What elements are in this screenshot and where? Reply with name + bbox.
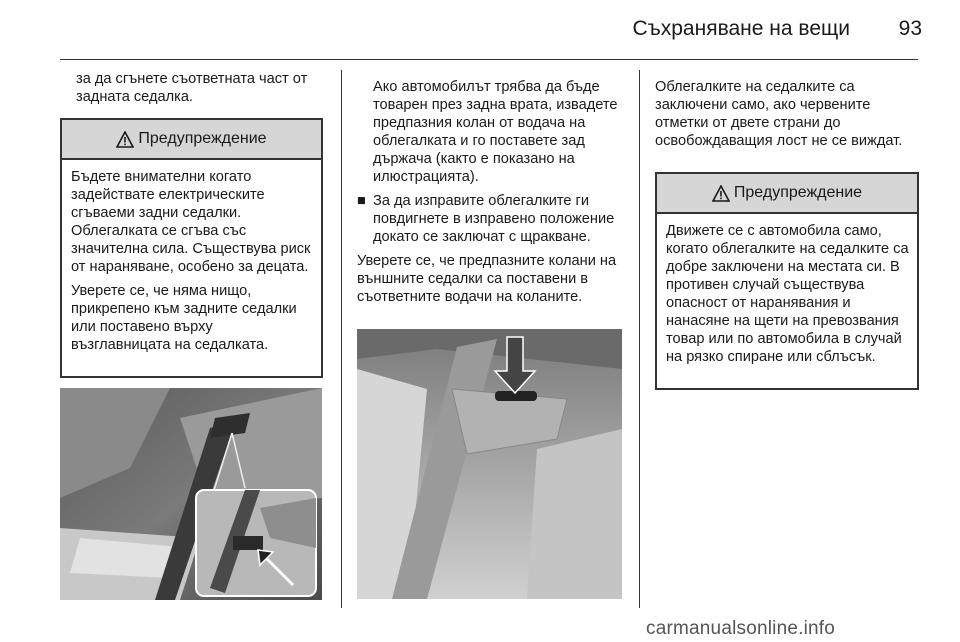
page-number: 93 <box>898 17 922 40</box>
column-divider <box>639 70 640 608</box>
column-1 <box>76 70 326 112</box>
watermark: carmanualsonline.info <box>646 618 836 639</box>
column-2 <box>357 78 625 312</box>
warning-header <box>657 174 917 214</box>
column-3 <box>655 78 920 156</box>
warning-title: Предупреждение <box>733 184 863 201</box>
bullet-marker: ■ <box>357 193 366 209</box>
intro-text: за да сгънете съответната част от задната седалка. <box>76 71 308 105</box>
warning-body <box>62 160 321 362</box>
bullet-item <box>357 192 625 246</box>
warning-box <box>655 172 919 390</box>
header-rule <box>60 59 918 60</box>
bullet-text: За да изправите облегалките ги повдигнете в изправено положение докато се заключат с щракване. <box>373 193 615 245</box>
warning-text: Движете се с автомобила само, когато облегалките на седалките са добре заключени на местата си. В противен случай съществува опасност от наранявания и нанасяне на щети на превозвания товар или по автомобила в случай на рязко спиране или сблъсък. <box>666 223 909 365</box>
column-divider <box>341 70 342 608</box>
warning-icon <box>116 131 134 148</box>
paragraph: Облегалките на седалките са заключени само, ако червените отметки от двете страни до освобождаващия лост не се виждат. <box>655 79 903 149</box>
page-title: Съхраняване на вещи <box>632 17 850 40</box>
warning-body <box>657 214 917 374</box>
warning-box <box>60 118 323 378</box>
warning-text: Уверете се, че няма нищо, прикрепено към задните седалки или поставено върху възглавницата на седалката. <box>71 283 297 353</box>
warning-icon <box>712 185 730 202</box>
seat-fold-illustration <box>60 388 322 600</box>
warning-header <box>62 120 321 160</box>
belt-guide-illustration <box>357 329 622 599</box>
warning-title: Предупреждение <box>138 130 267 147</box>
paragraph: Уверете се, че предпазните колани на външните седалки са поставени в съответните водачи на коланите. <box>357 253 617 305</box>
paragraph: Ако автомобилът трябва да бъде товарен през задна врата, извадете предпазния колан от водача на облегалката и го поставете зад държача (както е показано на илюстрацията). <box>373 79 618 185</box>
warning-text: Бъдете внимателни когато задействате електрическите сгъваеми задни седалки. Облегалката се сгъва със значителна сила. Съществува риск от нараняване, особено за децата. <box>71 169 311 275</box>
